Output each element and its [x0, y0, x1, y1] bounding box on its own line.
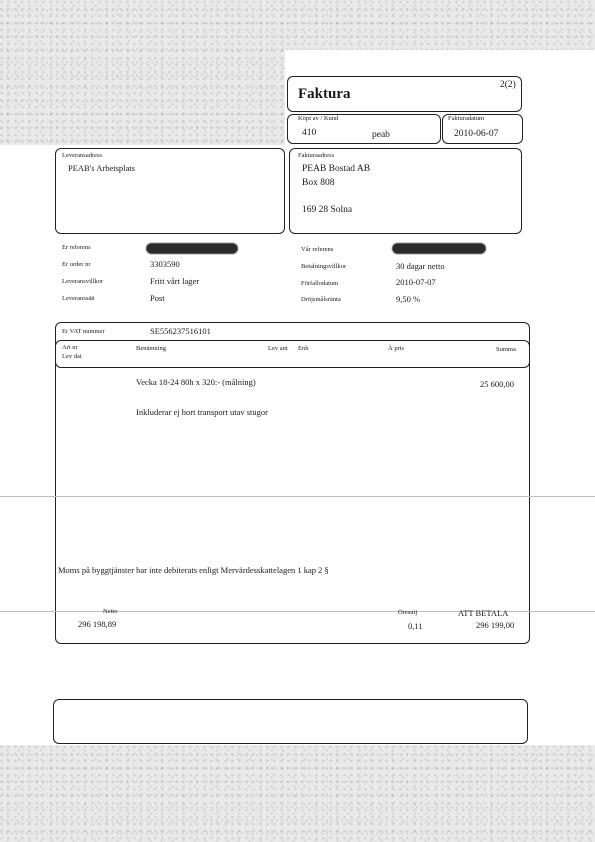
info-left-label: Leveranssätt	[62, 295, 95, 302]
invoice-title: Faktura	[298, 86, 351, 102]
vat-label: Er VAT nummer	[62, 328, 105, 335]
line-items-box	[55, 322, 530, 644]
info-right-value: 9,50 %	[396, 294, 421, 304]
redacted-reference	[146, 243, 238, 254]
info-right-value: 2010-07-07	[396, 277, 436, 287]
column-price: À pris	[388, 345, 405, 352]
redacted-our-reference	[392, 243, 486, 254]
total-value: 296 199,00	[476, 620, 515, 630]
net-value: 296 198,89	[78, 619, 117, 629]
info-right-label: Betalningsvillkor	[301, 263, 347, 270]
info-left-value: 3303590	[150, 259, 180, 269]
scan-line	[0, 496, 595, 497]
delivery-address-label: Leveransadress	[62, 152, 103, 159]
scan-noise-left	[0, 0, 285, 145]
delivery-address-box	[55, 148, 285, 234]
info-left-value: Post	[150, 293, 165, 303]
billing-postal: 169 28 Solna	[302, 205, 353, 215]
customer-number: 410	[302, 128, 317, 138]
column-description: Benämning	[136, 345, 166, 352]
vat-number: SE556237516101	[150, 326, 211, 336]
column-delivered: Lev dat	[62, 353, 82, 360]
rounding-label: Öresutj	[398, 609, 418, 616]
column-header-row	[55, 340, 530, 368]
total-label: ATT BETALA	[458, 608, 509, 618]
info-right-label: Vår referens	[301, 246, 334, 253]
billing-name: PEAB Bostad AB	[302, 164, 371, 174]
delivery-name: PEAB's Arbetsplats	[68, 163, 135, 173]
line-item-sum: 25 600,00	[480, 379, 514, 389]
invoice-date-label: Fakturadatum	[448, 115, 485, 122]
vat-note: Moms på byggtjänster bar inte debiterats enligt Mervärdesskattelagen 1 kap 2 §	[58, 565, 329, 575]
customer-label: Köpt av / Kund	[298, 115, 339, 122]
info-left-label: Er order nr	[62, 261, 91, 268]
page-number: 2(2)	[500, 80, 516, 90]
footer-box	[53, 699, 528, 744]
column-article: Art nr	[62, 344, 78, 351]
info-right-label: Förfallodatum	[301, 280, 339, 287]
column-lev-ant: Lev ant	[268, 345, 288, 352]
billing-address-label: Fakturaadress	[298, 152, 335, 159]
scan-noise-bottom	[0, 745, 595, 842]
info-right-value: 30 dagar netto	[396, 261, 445, 271]
info-right-label: Dröjsmålsränta	[301, 296, 341, 303]
column-sum: Summa	[496, 346, 516, 353]
info-left-label: Er referens	[62, 244, 91, 251]
line-item-description: Vecka 18-24 80h x 320:- (målning)	[136, 377, 256, 387]
invoice-date: 2010-06-07	[454, 129, 499, 139]
net-label: Netto	[103, 608, 118, 615]
column-unit: Enh	[298, 345, 309, 352]
line-item-description: Inkluderar ej hort transport utav stugor	[136, 407, 268, 417]
info-left-value: Fritt vårt lager	[150, 276, 200, 286]
billing-address-box	[289, 148, 522, 234]
customer-name: peab	[372, 130, 390, 140]
rounding-value: 0,11	[408, 621, 423, 631]
info-left-label: Leveransvillkor	[62, 278, 104, 285]
billing-box: Box 808	[302, 178, 335, 188]
